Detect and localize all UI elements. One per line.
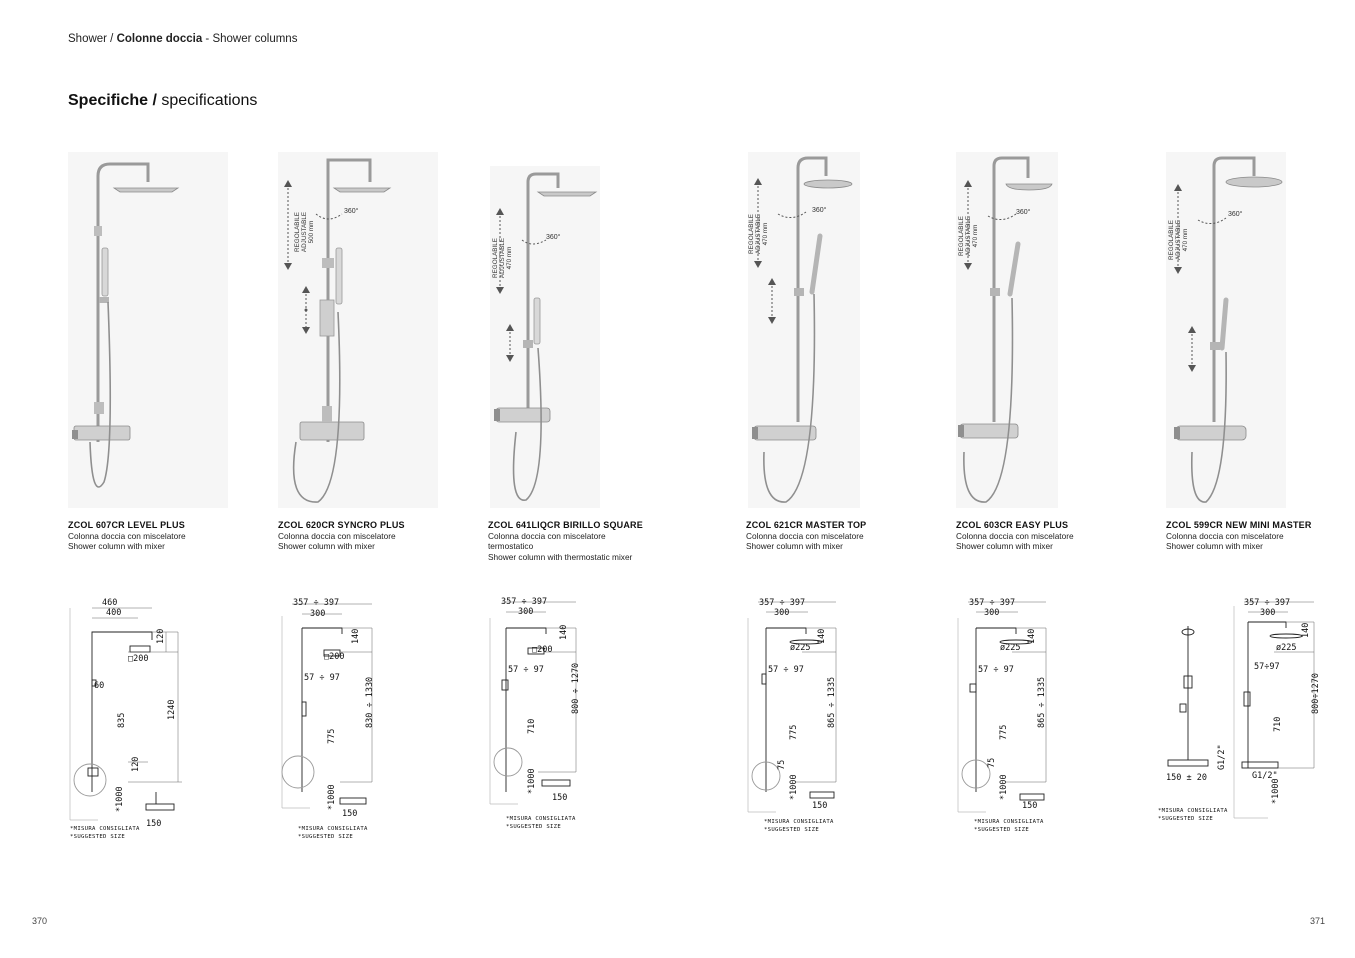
dim-mixer: 75 (777, 759, 787, 770)
page-number-left: 370 (32, 916, 48, 926)
adjustable-overlay-5 (958, 180, 1058, 280)
product-code: ZCOL 620CR SYNCRO PLUS (278, 520, 405, 530)
dim-column: 710 (1273, 716, 1283, 732)
product-code: ZCOL 607CR LEVEL PLUS (68, 520, 185, 530)
dim-offset: 57 ÷ 97 (978, 665, 1014, 675)
product-desc-en: Shower column with mixer (746, 541, 843, 552)
dim-spout: 150 (146, 819, 162, 829)
breadcrumb-prefix: Shower / (68, 33, 114, 45)
rotation-label: 360° (546, 234, 561, 241)
product-caption-6 (1166, 520, 1355, 552)
dim-total-height: 1240 (167, 699, 177, 720)
dim-mixer: 75 (987, 757, 997, 768)
dim-head-drop: 140 (1027, 628, 1037, 644)
adjustable-range: 470 mm (506, 246, 513, 270)
dim-head-size: ø225 (790, 643, 811, 653)
product-code: ZCOL 621CR MASTER TOP (746, 520, 867, 530)
dim-head-size: □200 (532, 645, 553, 655)
dim-width-total: 357 ÷ 397 (1244, 598, 1291, 608)
product-desc-it-2: termostatico (488, 541, 534, 552)
note-suggested-en: *SUGGESTED SIZE (1158, 816, 1214, 822)
dim-mixer: 120 (131, 756, 141, 772)
page-title (68, 92, 257, 110)
dim-head-drop: 140 (559, 624, 569, 640)
product-desc-en: Shower column with mixer (278, 541, 375, 552)
adjustable-label-it: REGOLABILE (1168, 220, 1175, 260)
breadcrumb-suffix: - Shower columns (205, 33, 298, 45)
technical-drawing-4 (746, 592, 856, 842)
dim-spout: 150 (552, 793, 568, 803)
dim-floor-height: *1000 (527, 768, 537, 794)
dim-inlet-vertical: G1/2" (1217, 744, 1227, 770)
dim-width-total: 460 (102, 598, 118, 608)
adjustable-overlay-4 (748, 178, 848, 338)
dim-offset: 57 ÷ 97 (304, 673, 340, 683)
dim-width-arm: 300 (774, 608, 790, 618)
technical-drawing-5 (956, 592, 1066, 842)
product-desc-en: Shower column with mixer (956, 541, 1053, 552)
dim-column: 710 (527, 718, 537, 734)
dim-head-size: □200 (128, 654, 149, 664)
adjustable-label-it: REGOLABILE (958, 216, 965, 256)
dim-total-height: 800 ÷ 1270 (571, 662, 581, 714)
note-suggested-it: *MISURA CONSIGLIATA (298, 826, 368, 832)
dim-width-arm: 300 (984, 608, 1000, 618)
product-caption-1 (68, 520, 268, 552)
rotation-label: 360° (1016, 209, 1031, 216)
product-desc-it: Colonna doccia con miscelatore (488, 530, 606, 541)
dim-offset: 57 ÷ 97 (508, 665, 544, 675)
dim-column: 775 (999, 724, 1009, 740)
note-suggested-it: *MISURA CONSIGLIATA (1158, 808, 1228, 814)
adjustable-label-it: REGOLABILE (294, 212, 301, 252)
adjustable-label-en: ADJUSTABLE (499, 237, 506, 279)
product-caption-3 (488, 520, 688, 562)
product-desc-en: Shower column with mixer (68, 541, 165, 552)
adjustable-label-en: ADJUSTABLE (965, 215, 972, 257)
breadcrumb (68, 33, 297, 45)
product-desc-en: Shower column with mixer (1166, 541, 1263, 552)
adjustable-label-en: ADJUSTABLE (1175, 219, 1182, 261)
technical-drawing-2 (280, 592, 390, 842)
dim-floor-height: *1000 (115, 786, 125, 812)
adjustable-range: 470 mm (762, 222, 769, 246)
dim-floor-height: *1000 (327, 784, 337, 810)
note-suggested-it: *MISURA CONSIGLIATA (974, 819, 1044, 825)
product-photo-1 (68, 152, 228, 508)
dim-width-front: 150 ± 20 (1166, 773, 1207, 783)
dim-floor-height: *1000 (789, 774, 799, 800)
dim-total-height: 830 ÷ 1330 (365, 676, 375, 728)
product-code: ZCOL 599CR NEW MINI MASTER (1166, 520, 1312, 530)
dim-head-size: ø225 (1000, 643, 1021, 653)
dim-width-total: 357 ÷ 397 (501, 597, 548, 607)
dim-width-total: 357 ÷ 397 (759, 598, 806, 608)
product-code: ZCOL 603CR EASY PLUS (956, 520, 1069, 530)
note-suggested-en: *SUGGESTED SIZE (506, 824, 562, 830)
rotation-label: 360° (812, 207, 827, 214)
breadcrumb-category: Colonne doccia (116, 33, 203, 45)
product-desc-it: Colonna doccia con miscelatore (278, 530, 396, 541)
dim-floor-height: *1000 (1271, 778, 1281, 804)
note-suggested-it: *MISURA CONSIGLIATA (506, 816, 576, 822)
note-suggested-en: *SUGGESTED SIZE (70, 834, 126, 840)
dim-offset: 57÷97 (1254, 662, 1280, 672)
adjustable-range: 500 mm (308, 220, 315, 244)
dim-width-arm: 400 (106, 608, 122, 618)
dim-column: 775 (327, 728, 337, 744)
product-caption-2 (278, 520, 478, 552)
adjustable-label-it: REGOLABILE (492, 238, 499, 278)
page-title-it: Specifiche / (68, 92, 157, 109)
rotation-label: 360° (344, 208, 359, 215)
dim-spout: 150 (1022, 801, 1038, 811)
dim-total-height: 800÷1270 (1311, 673, 1321, 714)
dim-column: 835 (117, 712, 127, 728)
note-suggested-en: *SUGGESTED SIZE (974, 827, 1030, 833)
dim-width-total: 357 ÷ 397 (969, 598, 1016, 608)
dim-offset: 60 (94, 681, 105, 691)
note-suggested-en: *SUGGESTED SIZE (298, 834, 354, 840)
dim-width-total: 357 ÷ 397 (293, 598, 340, 608)
dim-offset: 57 ÷ 97 (768, 665, 804, 675)
page-title-en: specifications (161, 92, 258, 109)
dim-floor-height: *1000 (999, 774, 1009, 800)
product-desc-it: Colonna doccia con miscelatore (746, 530, 864, 541)
adjustable-overlay-6 (1168, 184, 1268, 374)
adjustable-label-en: ADJUSTABLE (301, 211, 308, 253)
dim-width-arm: 300 (518, 607, 534, 617)
adjustable-range: 470 mm (972, 224, 979, 248)
dim-total-height: 865 ÷ 1335 (827, 676, 837, 728)
dim-head-size: □200 (324, 652, 345, 662)
page-number-right: 371 (1310, 916, 1326, 926)
dim-head-drop: 140 (1301, 622, 1311, 638)
dim-inlet: G1/2" (1252, 771, 1278, 781)
adjustable-overlay-3 (492, 208, 592, 368)
dim-width-arm: 300 (1260, 608, 1276, 618)
technical-drawing-1 (68, 592, 208, 842)
adjustable-overlay-2 (280, 180, 380, 340)
dim-spout: 150 (342, 809, 358, 819)
product-caption-5 (956, 520, 1156, 552)
technical-drawing-6 (1158, 592, 1328, 842)
dim-width-arm: 300 (310, 609, 326, 619)
product-code: ZCOL 641LIQCR BIRILLO SQUARE (488, 520, 643, 530)
dim-head-drop: 120 (156, 628, 166, 644)
dim-head-drop: 140 (817, 628, 827, 644)
dim-total-height: 865 ÷ 1335 (1037, 676, 1047, 728)
dim-head-drop: 140 (351, 628, 361, 644)
note-suggested-it: *MISURA CONSIGLIATA (70, 826, 140, 832)
technical-drawing-3 (488, 592, 598, 842)
dim-head-size: ø225 (1276, 643, 1297, 653)
adjustable-label-it: REGOLABILE (748, 214, 755, 254)
product-desc-it: Colonna doccia con miscelatore (1166, 530, 1284, 541)
product-desc-it: Colonna doccia con miscelatore (956, 530, 1074, 541)
dim-spout: 150 (812, 801, 828, 811)
product-desc-it: Colonna doccia con miscelatore (68, 530, 186, 541)
note-suggested-en: *SUGGESTED SIZE (764, 827, 820, 833)
note-suggested-it: *MISURA CONSIGLIATA (764, 819, 834, 825)
rotation-label: 360° (1228, 211, 1243, 218)
adjustable-range: 470 mm (1182, 228, 1189, 252)
dim-column: 775 (789, 724, 799, 740)
product-desc-en: Shower column with thermostatic mixer (488, 551, 633, 562)
adjustable-label-en: ADJUSTABLE (755, 213, 762, 255)
product-caption-4 (746, 520, 946, 552)
